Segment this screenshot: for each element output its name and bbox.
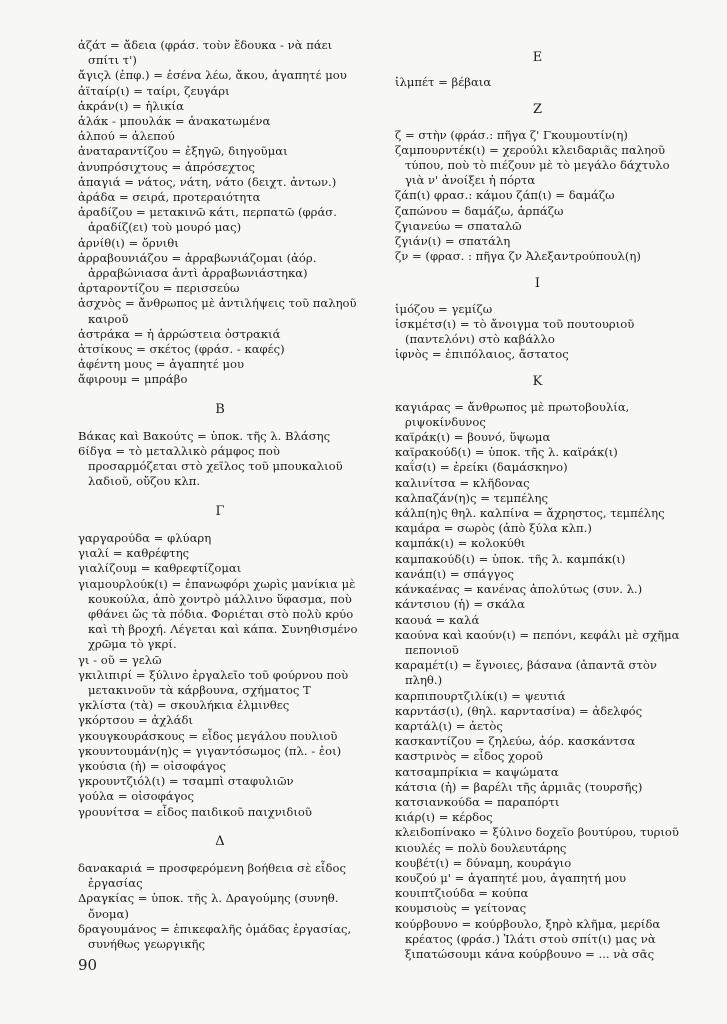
glossary-entry: καουά = καλά (395, 612, 480, 627)
glossary-entry: 6ίδγα = τὸ μεταλλικὸ ράμφος ποὺ προσαρμόζεται στὸ χεῖλος τοῦ μπουκαλιοῦ λαδιοῦ, οὔζου κλπ. (78, 444, 343, 489)
glossary-entry: καρντάσ(ι), (θηλ. καρντασίνα) = ἀδελφός (395, 703, 643, 718)
glossary-entry: κουμσιοὺς = γείτονας (395, 901, 527, 916)
section-heading: Ζ (532, 102, 543, 118)
glossary-entry: κιάρ(ι) = κέρδος (395, 810, 493, 825)
glossary-entry: γκουντουμάν(η)ς = γιγαντόσωμος (πλ. - ἐοι) (78, 743, 342, 758)
glossary-entry: ἀρνίθ(ι) = ὄρνιθι (78, 235, 179, 250)
glossary-entry: καστρινὸς = εἶδος χοροῦ (395, 749, 543, 764)
glossary-entry: ἀζάτ = ἄδεια (φράσ. τοὺν ἔδουκα - νὰ πάει σπίτι τ') (78, 38, 333, 68)
section-heading: Β (215, 401, 225, 417)
glossary-entry: ἄγιςλ (ἐπφ.) = ἐσένα λέω, ἄκου, ἀγαπητέ μου (78, 68, 347, 83)
glossary-entry: ἀκράν(ι) = ἡλικία (78, 98, 184, 113)
glossary-entry: ἀφέντη μους = ἀγαπητέ μου (78, 357, 245, 372)
glossary-entry: καρτάλ(ι) = ἀετὸς (395, 718, 503, 733)
glossary-entry: κανάπ(ι) = σπάγγος (395, 566, 514, 581)
page-number: 90 (78, 956, 98, 974)
glossary-entry: καλινίτσα = κλῆδονας (395, 475, 530, 490)
glossary-entry: καμάρα = σωρὸς (ἀπὸ ξύλα κλπ.) (395, 521, 592, 536)
glossary-entry: κατσαμπρίκια = καψώματα (395, 764, 559, 779)
glossary-entry: κάνκαένας = κανένας ἀπολύτως (συν. λ.) (395, 582, 643, 597)
glossary-entry: κάντσιου (ἡ) = σκάλα (395, 597, 525, 612)
glossary-entry: ἀρραβουνιάζου = ἀρραβωνιάζομαι (ἀόρ. ἀρραβώνιασα ἀντὶ ἀρραβωνιάστηκα) (78, 250, 317, 281)
glossary-entry: ἀραδίζου = μετακινῶ κάτι, περπατῶ (φράσ. ἀραδίζ(ει) τοὺ μουρό μας) (78, 205, 337, 235)
glossary-entry: ζν = (φρασ. : πῆγα ζν Ἀλεξαντρούπουλ(η) (395, 249, 641, 264)
glossary-entry: ἀρταροντίζου = περισσεύω (78, 281, 240, 296)
glossary-entry: καγιάρας = ἄνθρωπος μὲ πρωτοβουλία, ριψοκίνδυνος (395, 399, 630, 429)
left-column (78, 38, 362, 952)
section-heading: Δ (215, 833, 225, 849)
glossary-entry: κουζού μ' = ἀγαπητέ μου, ἀγαπητή μου (395, 870, 627, 885)
glossary-entry: ζγιανεύω = σπαταλῶ (395, 218, 522, 233)
glossary-entry: ἰφνὸς = ἐπιπόλαιος, ἄστατος (395, 347, 569, 362)
glossary-entry: ζάπ(ι) φρασ.: κάμου ζάπ(ι) = δαμάζω (395, 188, 615, 203)
glossary-entry: γκόρτσου = ἀχλάδι (78, 713, 193, 728)
glossary-entry: κουβέτ(ι) = δύναμη, κουράγιο (395, 855, 572, 870)
glossary-entry: κουιπτζιούδα = κούπα (395, 886, 529, 901)
glossary-entry: καούνα καὶ καούν(ι) = πεπόνι, κεφάλι μὲ σχῆμα πεπονιοῦ (395, 627, 680, 657)
glossary-entry: γιαλί = καθρέφτης (78, 546, 190, 561)
glossary-entry: ἀστράκα = ἡ ἀρρώστεια ὀστρακιά (78, 326, 281, 341)
glossary-entry: γαργαρούδα = φλύαρη (78, 530, 212, 545)
glossary-entry: ζγιάν(ι) = σπατάλη (395, 234, 511, 249)
glossary-entry: ζ = στὴν (φράσ.: πῆγα ζ' Γκουμουτίν(η) (395, 127, 628, 142)
section-heading: Ι (534, 276, 541, 292)
glossary-entry: κατσιανκούδα = παραπόρτι (395, 794, 560, 809)
glossary-entry: καϊράκ(ι) = βουνό, ὕψωμα (395, 430, 551, 445)
glossary-entry: καραμέτ(ι) = ἔγνοιες, βάσανα (ἀπαντᾶ στὸν πληθ.) (395, 658, 657, 688)
glossary-entry: ἰμόζου = γεμίζω (395, 301, 493, 316)
section-heading: Κ (532, 374, 543, 390)
glossary-entry: καϊρακούδ(ι) = ὑποκ. τῆς λ. καϊράκ(ι) (395, 445, 618, 460)
glossary-entry: ἰσκμέτσ(ι) = τὸ ἄνοιγμα τοῦ πουτουριοῦ (παντελόνι) στὸ καβάλλο (395, 316, 635, 347)
glossary-entry: ἀναταραντίζου = ἐξηγῶ, διηγοῦμαι (78, 144, 288, 159)
glossary-entry: ἀλάκ - μπουλάκ = ἀνακατωμένα (78, 114, 271, 129)
glossary-entry: καμπάκ(ι) = κολοκύθι (395, 536, 526, 551)
glossary-entry: ἀϊταίρ(ι) = ταίρι, ζευγάρι (78, 83, 230, 98)
glossary-entry: ζαμπουρντέκ(ι) = χερούλι κλειδαριᾶς παληοῦ τύπου, ποὺ τὸ πιέζουν μὲ τὸ μεγάλο δάχτυλο γιὰ ν' ἀνοίξει ἡ πόρτα (395, 142, 670, 188)
glossary-entry: γι - οῦ = γελῶ (78, 652, 162, 667)
glossary-entry: ἄφιρουμ = μπράβο (78, 372, 188, 387)
glossary-entry: γιαλίζουμ = καθρεφτίζομαι (78, 561, 242, 576)
glossary-entry: γιαμουρλούκ(ι) = ἐπανωφόρι χωρὶς μανίκια μὲ κουκούλα, ἀπὸ χοντρὸ μάλλινο ὕφασμα, ποὺ φθάνει ὥς τὰ πόδια. Φοριέται στὸ πολὺ κρύο καὶ τὴ βροχή. Λέγεται καὶ κάπα. Συνηθισμένο χρῶμα τὸ γκρί. (78, 576, 358, 652)
glossary-entry: ἀπαγιά = νάτος, νάτη, νάτο (δειχτ. ἀντων.) (78, 174, 337, 189)
glossary-entry: κασκαντίζου = ζηλεύω, ἀόρ. κασκάντσα (395, 734, 636, 749)
glossary-entry: κλειδοπίνακο = ξύλινο δοχεῖο βουτύρου, τυριοῦ (395, 825, 679, 840)
glossary-entry: ἀλπού = ἀλεπού (78, 129, 175, 144)
glossary-entry: δραγουμάνος = ἐπικεφαλῆς ὁμάδας ἐργασίας, συνήθως γεωργικῆς (78, 921, 352, 951)
right-column (395, 38, 680, 962)
glossary-entry: γρουνίτσα = εἶδος παιδικοῦ παιχνιδιοῦ (78, 804, 312, 819)
glossary-entry: ἀτσίκους = σκέτος (φράσ. - καφές) (78, 342, 285, 357)
glossary-entry: γκιλιπιρί = ξύλινο ἐργαλεῖο τοῦ φούρνου ποὺ μετακινοῦν τὰ κάρβουνα, σχήματος Τ (78, 667, 349, 697)
glossary-entry: καρπιπουρτζιλίκ(ι) = ψευτιά (395, 688, 566, 703)
glossary-entry: γκούσια (ἡ) = οἰσοφάγος (78, 758, 227, 773)
glossary-entry: καλπαζάν(η)ς = τεμπέλης (395, 490, 548, 505)
glossary-entry: καμπακούδ(ι) = ὑποκ. τῆς λ. καμπάκ(ι) (395, 551, 626, 566)
glossary-entry: γκλίστα (τὰ) = σκουλήκια ἐλμινθες (78, 698, 290, 713)
glossary-entry: Δραγκίας = ὑποκ. τῆς λ. Δραγούμης (συνηθ. ὄνομα) (78, 891, 339, 921)
glossary-entry: κάτσια (ἡ) = βαρέλι τῆς ἁρμιᾶς (τουρσῆς) (395, 779, 643, 794)
glossary-entry: ἀνυπρόσιχτους = ἀπρόσεχτος (78, 159, 255, 174)
glossary-entry: Βάκας καὶ Βακούτς = ὑποκ. τῆς λ. Βλάσης (78, 428, 331, 443)
glossary-entry: δανακαριά = προσφερόμενη βοήθεια σὲ εἶδος ἐργασίας (78, 860, 347, 891)
glossary-entry: καΐσ(ι) = ἐρείκι (δαμάσκηνο) (395, 460, 568, 475)
glossary-entry: ἰλμπέτ = βέβαια (395, 75, 492, 90)
glossary-entry: γκουγκουράσκους = εἶδος μεγάλου πουλιοῦ (78, 728, 338, 743)
glossary-entry: γκρουντζιόλ(ι) = τσαμπὶ σταφυλιῶν (78, 774, 294, 789)
glossary-entry: κιουλές = πολὺ δουλευτάρης (395, 840, 567, 855)
glossary-entry: γούλα = οἰσοφάγος (78, 789, 194, 804)
glossary-entry: ζαπώνου = δαμάζω, ἁρπάζω (395, 203, 564, 218)
section-heading: Γ (215, 503, 225, 519)
glossary-entry: κούρβουνο = κούρβουλο, ξηρὸ κλῆμα, μερίδα κρέατος (φράσ.) Ἰλάτι στοὺ σπίτ(ι) μας νὰ ξιπατώσουμι κάνα κούρβουνο = ... νὰ σᾶς (395, 916, 661, 961)
glossary-entry: κάλπ(η)ς θηλ. καλπίνα = ἄχρηστος, τεμπέλης (395, 506, 665, 521)
glossary-entry: ἀσχνὸς = ἄνθρωπος μὲ ἀντιλήψεις τοῦ παληοῦ καιροῦ (78, 296, 357, 326)
section-heading: Ε (532, 50, 543, 65)
glossary-entry: ἀράδα = σειρά, προτεραιότητα (78, 190, 261, 205)
